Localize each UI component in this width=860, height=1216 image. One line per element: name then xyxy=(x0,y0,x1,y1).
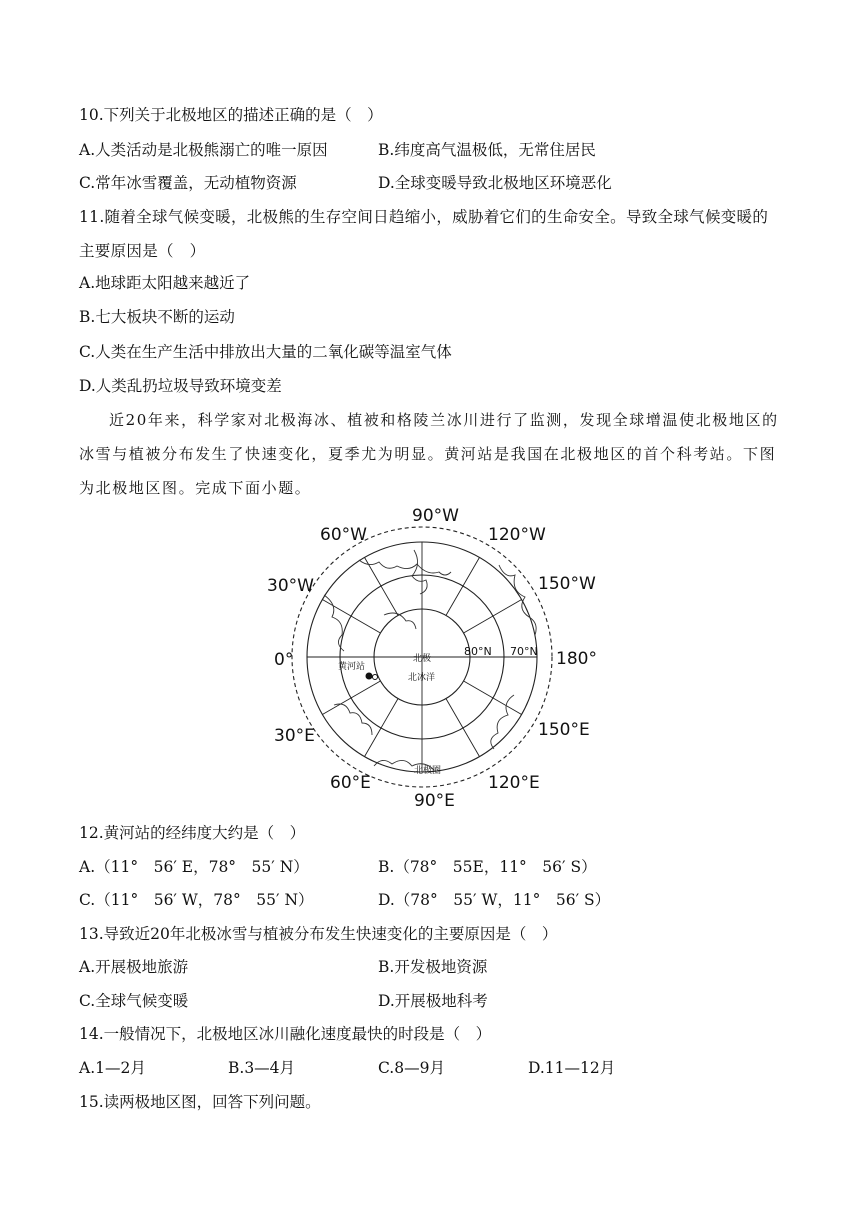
lon-60e-label: 60°E xyxy=(330,773,371,793)
lon-150e-label: 150°E xyxy=(538,720,590,740)
q10-stem: 10.下列关于北极地区的描述正确的是（ ） xyxy=(79,106,383,124)
lon-120e-label: 120°E xyxy=(488,773,540,793)
q11-option-a: A.地球距太阳越来越近了 xyxy=(79,274,251,292)
station-marker xyxy=(366,673,373,680)
station-ring xyxy=(373,675,378,680)
arctic-circle-label: 北极圈 xyxy=(414,766,442,776)
arctic-ocean-label: 北冰洋 xyxy=(408,673,436,683)
lat-80-label: 80°N xyxy=(464,645,492,658)
q13-option-d: D.开展极地科考 xyxy=(378,992,488,1010)
reading-passage: 近20年来，科学家对北极海冰、植被和格陵兰冰川进行了监测，发现全球增温使北极地区的冰雪与植被分布发生了快速变化，夏季尤为明显。黄河站是我国在北极地区的首个科考站。下图为北极地区图。完成下面小题。 xyxy=(79,411,779,497)
lon-90w-label: 90°W xyxy=(412,506,459,526)
lon-90e-label: 90°E xyxy=(414,791,455,810)
q15-stem: 15.读两极地区图，回答下列问题。 xyxy=(79,1093,321,1111)
q14-option-d: D.11—12月 xyxy=(528,1059,616,1077)
north-pole-label: 北极 xyxy=(413,654,432,664)
lat-70-label: 70°N xyxy=(510,645,538,658)
q11-option-b: B.七大板块不断的运动 xyxy=(79,308,235,326)
q10-option-a: A.人类活动是北极熊溺亡的唯一原因 xyxy=(79,141,328,159)
q13-stem: 13.导致近20年北极冰雪与植被分布发生快速变化的主要原因是（ ） xyxy=(79,925,558,943)
q14-stem: 14.一般情况下，北极地区冰川融化速度最快的时段是（ ） xyxy=(79,1025,492,1043)
arctic-map xyxy=(264,505,604,810)
lon-150w-label: 150°W xyxy=(538,574,596,594)
q11-option-d: D.人类乱扔垃圾导致环境变差 xyxy=(79,377,282,395)
q10-option-b: B.纬度高气温极低，无常住居民 xyxy=(378,141,596,159)
q13-option-b: B.开发极地资源 xyxy=(378,958,488,976)
lon-0-label: 0° xyxy=(274,650,294,670)
q12-option-b: B.（78° 55E，11° 56′ S） xyxy=(378,858,597,876)
lon-120w-label: 120°W xyxy=(488,525,546,545)
q14-option-b: B.3—4月 xyxy=(228,1059,296,1077)
q10-option-d: D.全球变暖导致北极地区环境恶化 xyxy=(378,174,612,192)
lon-60w-label: 60°W xyxy=(320,525,367,545)
q11-stem: 11.随着全球气候变暖，北极熊的生存空间日趋缩小，威胁着它们的生命安全。导致全球气候变暖的主要原因是（ ） xyxy=(79,208,769,260)
lon-180-label: 180° xyxy=(556,649,597,669)
q14-option-a: A.1—2月 xyxy=(79,1059,146,1077)
meridian-line xyxy=(464,600,522,634)
meridian-line xyxy=(446,699,480,757)
q12-option-c: C.（11° 56′ W，78° 55′ N） xyxy=(79,891,314,909)
q12-option-a: A.（11° 56′ E，78° 55′ N） xyxy=(79,858,309,876)
meridian-line xyxy=(322,681,380,715)
meridian-line xyxy=(464,681,522,715)
q14-option-c: C.8—9月 xyxy=(378,1059,445,1077)
q13-option-a: A.开展极地旅游 xyxy=(79,958,189,976)
lon-30e-label: 30°E xyxy=(274,726,315,746)
meridian-line xyxy=(365,699,399,757)
q12-option-d: D.（78° 55′ W，11° 56′ S） xyxy=(378,891,611,909)
meridian-line xyxy=(322,600,380,634)
q11-option-c: C.人类在生产生活中排放出大量的二氧化碳等温室气体 xyxy=(79,343,452,361)
q13-option-c: C.全球气候变暖 xyxy=(79,992,189,1010)
q12-stem: 12.黄河站的经纬度大约是（ ） xyxy=(79,824,306,842)
meridian-line xyxy=(365,557,399,615)
lon-30w-label: 30°W xyxy=(267,576,314,596)
station-label: 黄河站 xyxy=(338,662,366,672)
meridian-line xyxy=(446,557,480,615)
q10-option-c: C.常年冰雪覆盖，无动植物资源 xyxy=(79,174,297,192)
